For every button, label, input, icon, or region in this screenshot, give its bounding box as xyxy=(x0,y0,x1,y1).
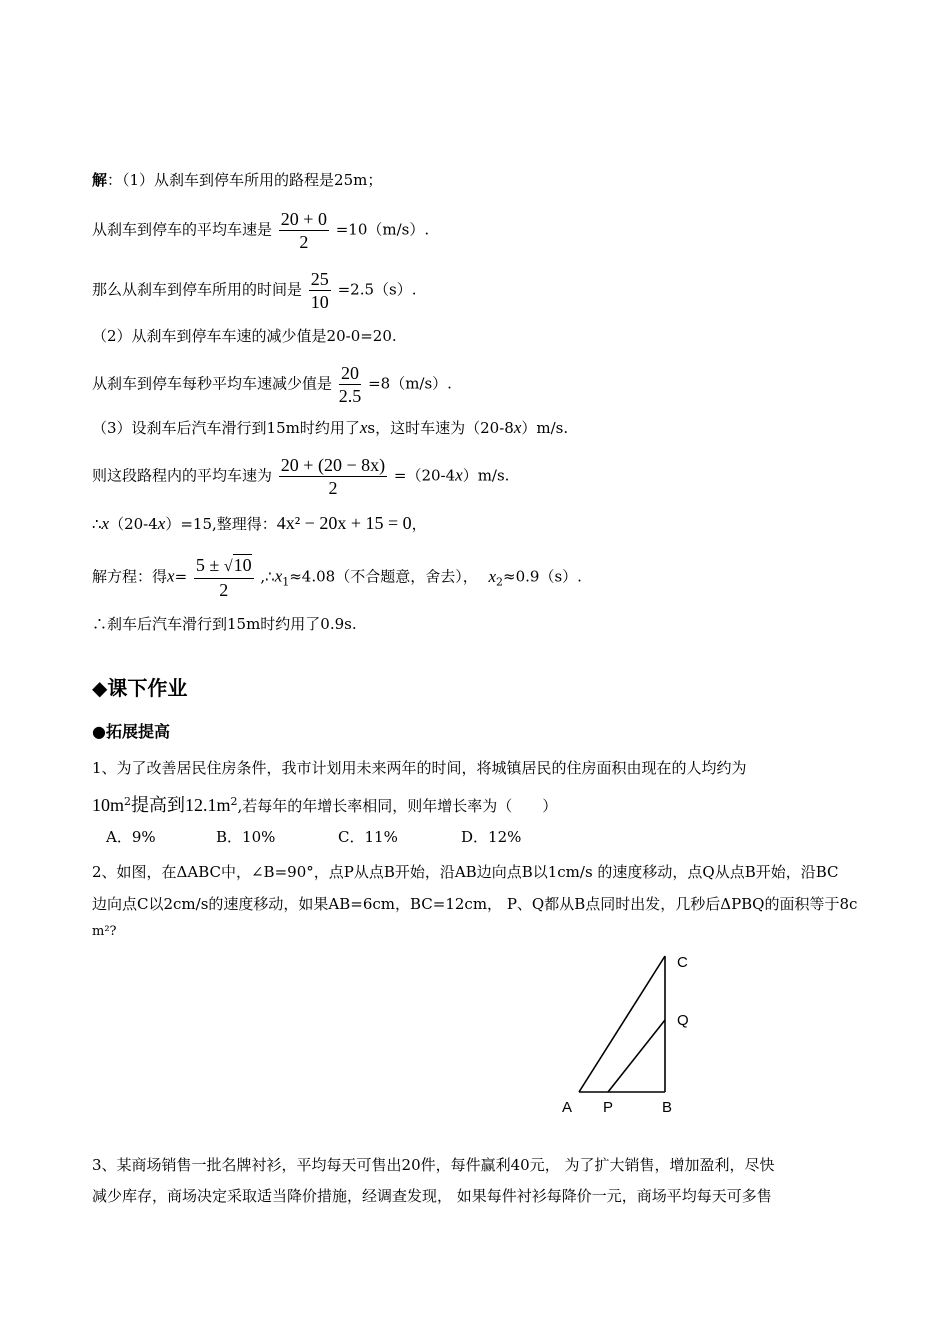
solution-line-2: 从刹车到停车的平均车速是 $\frac{20 + 0}{2}$ =10（m/s）. xyxy=(92,209,430,252)
section-heading: ◆课下作业 xyxy=(92,676,188,700)
fraction-roots: $\frac{5 \pm √10}{2}$ xyxy=(195,555,252,600)
solution-line-7: 则这段路程内的平均车速为 $\frac{20 + (20 - 8x)}{2}$ =（20-4x）m/s. xyxy=(92,455,510,498)
fraction-average-speed: $\frac{20 + (20 - 8x)}{2}$ xyxy=(280,455,386,498)
label-a: A xyxy=(562,1099,573,1116)
fraction-decrease: $\frac{20}{2.5}$ xyxy=(338,363,362,406)
quadratic-equation: 4x² − 20x + 15 = 0 xyxy=(276,513,412,533)
question-3-line-2: 减少库存，商场决定采取适当降价措施，经调查发现， 如果每件衬衫每降价一元，商场平均每天可多售 xyxy=(92,1187,772,1205)
question-2-line-1: 2、如图，在ΔABC中，∠B=90°，点P从点B开始，沿AB边向点B以1cm/s 的速度移动，点Q从点B开始，沿BC xyxy=(92,863,839,881)
solution-line-5: 从刹车到停车每秒平均车速减少值是 $\frac{20}{2.5}$ =8（m/s）. xyxy=(92,363,452,406)
solution-line-4: （2）从刹车到停车车速的减少值是20-0=20. xyxy=(92,327,397,345)
fraction-speed: $\frac{20 + 0}{2}$ xyxy=(280,209,327,252)
label-p: P xyxy=(603,1099,614,1116)
question-3-line-1: 3、某商场销售一批名牌衬衫，平均每天可售出20件，每件赢利40元， 为了扩大销售，增加盈利，尽快 xyxy=(92,1156,775,1174)
label-c: C xyxy=(677,954,688,971)
question-1-line-2: $10m^2$提高到$12.1m^2$,若每年的年增长率相同，则年增长率为（ ） xyxy=(92,795,558,815)
solution-line-9: 解方程：得x= $\frac{5 \pm √10}{2}$ $,\therefore x_1\approx 4.08$（不合题意，舍去）， $x_2\approx 0.9(s)$. xyxy=(92,555,582,600)
solution-line-8: ∴x（20-4x）=15,整理得：4x² − 20x + 15 = 0， xyxy=(92,513,427,533)
question-1-line-1: 1、为了改善居民住房条件，我市计划用未来两年的时间，将城镇居民的住房面积由现在的人均约为 xyxy=(92,759,747,777)
fraction-time: $\frac{25}{10}$ xyxy=(310,269,329,312)
solution-line-1: 解：（1）从刹车到停车所用的路程是25m； xyxy=(92,171,383,189)
option-a[interactable]: A．9% xyxy=(106,828,156,846)
solution-label: 解 xyxy=(92,171,108,189)
option-d[interactable]: D．12% xyxy=(461,828,522,846)
label-q: Q xyxy=(677,1012,689,1029)
solution-line-6: （3）设刹车后汽车滑行到15m时约用了xs，这时车速为（20-8x）m/s. xyxy=(92,418,569,437)
side-ac xyxy=(579,956,665,1092)
option-c[interactable]: C．11% xyxy=(338,828,398,846)
question-2-line-2: 边向点C以2cm/s的速度移动，如果AB=6cm，BC=12cm， P、Q都从B点同时出发，几秒后ΔPBQ的面积等于8c xyxy=(92,895,858,913)
subsection-heading: ●拓展提高 xyxy=(92,722,170,741)
sqrt-radicand: 10 xyxy=(233,555,252,575)
solution-line-3: 那么从刹车到停车所用的时间是 $\frac{25}{10}$ =2.5（s）. xyxy=(92,269,417,312)
option-b[interactable]: B．10% xyxy=(216,828,276,846)
label-b: B xyxy=(662,1099,673,1116)
solution-line-10: ∴刹车后汽车滑行到15m时约用了0.9s. xyxy=(92,615,357,633)
question-2-line-3: m²? xyxy=(92,924,117,939)
segment-pq xyxy=(608,1020,665,1092)
